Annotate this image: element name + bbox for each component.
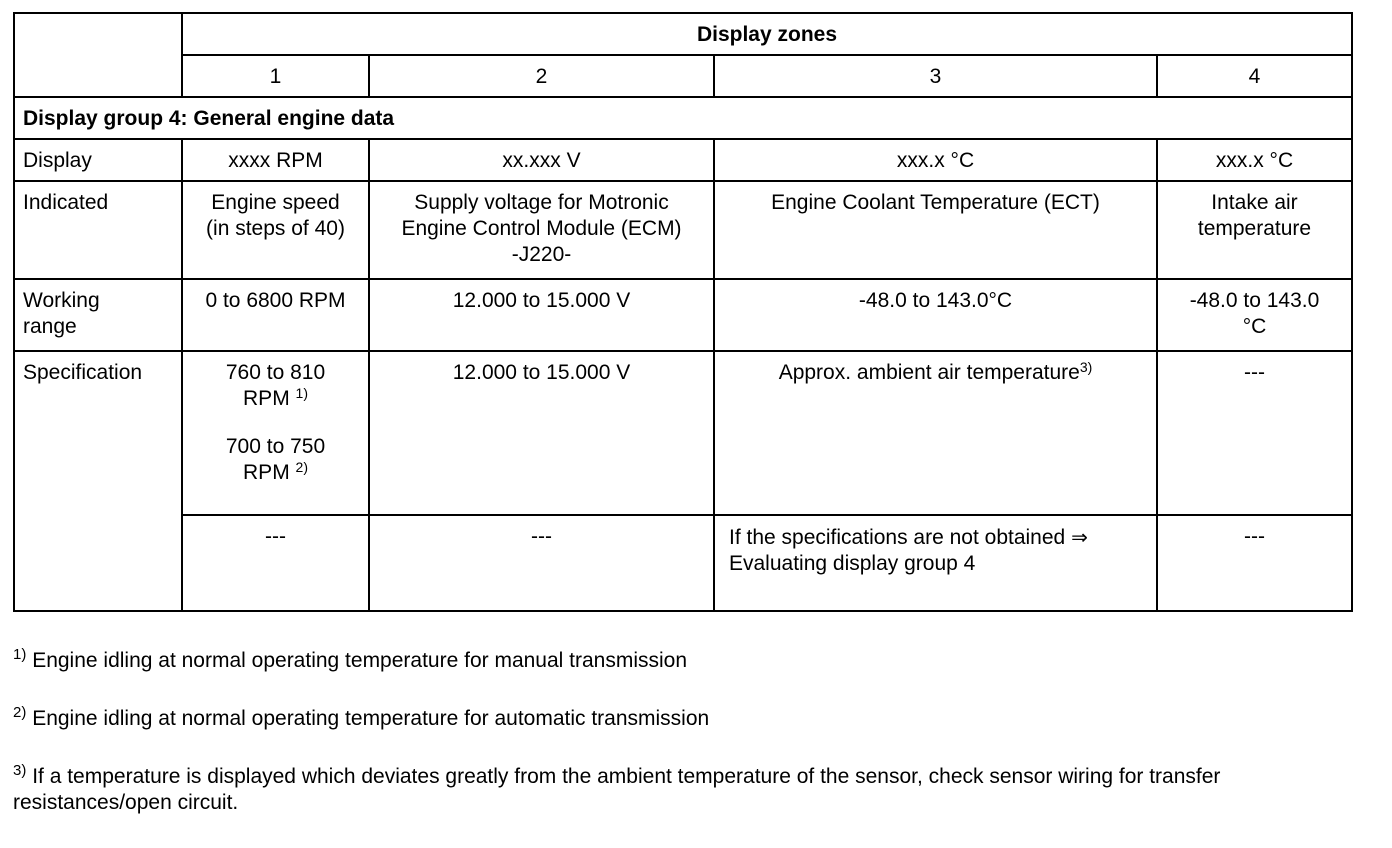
display-zone-2: xx.xxx V bbox=[369, 139, 714, 181]
specification-zone-1 bbox=[182, 351, 369, 515]
spec-manual-line-1: 760 to 810 bbox=[225, 361, 326, 384]
display-zone-4: xxx.x °C bbox=[1157, 139, 1352, 181]
footnote-2-text: Engine idling at normal operating temperature for automatic transmission bbox=[32, 707, 710, 730]
indicated-zone-1-line-2: (in steps of 40) bbox=[206, 217, 345, 240]
footnote-1-mark: 1) bbox=[13, 646, 27, 663]
indicated-label: Indicated bbox=[14, 181, 182, 279]
indicated-zone-4 bbox=[1157, 181, 1352, 279]
specification-row bbox=[14, 351, 1352, 515]
working-range-zone-4-line-2: °C bbox=[1242, 315, 1267, 338]
indicated-zone-4-line-2: temperature bbox=[1197, 217, 1312, 240]
working-range-label-line-1: Working bbox=[23, 289, 100, 312]
display-group-table bbox=[13, 12, 1353, 612]
footnote-1-text: Engine idling at normal operating temperature for manual transmission bbox=[32, 649, 688, 672]
zone-number-1: 1 bbox=[182, 55, 369, 97]
working-range-label bbox=[14, 279, 182, 351]
header-empty-cell bbox=[14, 13, 182, 97]
indicated-zone-1-line-1: Engine speed bbox=[211, 191, 340, 214]
working-range-zone-1: 0 to 6800 RPM bbox=[182, 279, 369, 351]
specification-extra-row bbox=[14, 515, 1352, 611]
zone-number-4: 4 bbox=[1157, 55, 1352, 97]
spec-extra-zone-1: --- bbox=[182, 515, 369, 611]
spec-automatic-line-1: 700 to 750 bbox=[225, 435, 326, 458]
spec-zone-3-footnote-mark: 3) bbox=[1079, 359, 1093, 375]
working-range-zone-4 bbox=[1157, 279, 1352, 351]
display-row bbox=[14, 139, 1352, 181]
display-zone-1: xxxx RPM bbox=[182, 139, 369, 181]
footnote-1 bbox=[13, 648, 1343, 674]
zone-number-2: 2 bbox=[369, 55, 714, 97]
spec-zone-3-text: Approx. ambient air temperature bbox=[778, 361, 1080, 384]
indicated-zone-2-line-2: Engine Control Module (ECM) bbox=[401, 217, 682, 240]
header-row-zone-numbers bbox=[14, 55, 1352, 97]
spec-extra-zone-4: --- bbox=[1157, 515, 1352, 611]
right-double-arrow-icon: ⇒ bbox=[1071, 525, 1088, 549]
display-zones-title: Display zones bbox=[182, 13, 1352, 55]
working-range-zone-3: -48.0 to 143.0°C bbox=[714, 279, 1157, 351]
indicated-row bbox=[14, 181, 1352, 279]
footnote-2 bbox=[13, 706, 1343, 732]
working-range-row bbox=[14, 279, 1352, 351]
indicated-zone-2 bbox=[369, 181, 714, 279]
specification-zone-3 bbox=[714, 351, 1157, 515]
spec-manual-line-2: RPM bbox=[243, 387, 290, 410]
header-row-zones bbox=[14, 13, 1352, 55]
indicated-zone-3: Engine Coolant Temperature (ECT) bbox=[714, 181, 1157, 279]
specification-label: Specification bbox=[14, 351, 182, 611]
spec-extra-zone-3 bbox=[714, 515, 1157, 611]
spec-automatic-line-2: RPM bbox=[243, 461, 290, 484]
footnotes bbox=[13, 648, 1343, 848]
indicated-zone-4-line-1: Intake air bbox=[1211, 191, 1298, 214]
spec-extra-line-1: If the specifications are not obtained bbox=[729, 526, 1066, 549]
specification-zone-4: --- bbox=[1157, 351, 1352, 515]
spec-manual-footnote-mark: 1) bbox=[295, 385, 308, 401]
working-range-zone-2: 12.000 to 15.000 V bbox=[369, 279, 714, 351]
display-zone-3: xxx.x °C bbox=[714, 139, 1157, 181]
display-group-title: Display group 4: General engine data bbox=[14, 97, 1352, 139]
spec-extra-zone-2: --- bbox=[369, 515, 714, 611]
indicated-zone-2-line-3: -J220- bbox=[511, 243, 572, 266]
group-title-row bbox=[14, 97, 1352, 139]
specification-zone-2: 12.000 to 15.000 V bbox=[369, 351, 714, 515]
footnote-3 bbox=[13, 764, 1343, 816]
footnote-2-mark: 2) bbox=[13, 704, 27, 721]
display-label: Display bbox=[14, 139, 182, 181]
footnote-3-text: If a temperature is displayed which deviates greatly from the ambient temperature of the sensor, check sensor wiring for transfer resistances/open circuit. bbox=[13, 765, 1221, 814]
footnote-3-mark: 3) bbox=[13, 762, 27, 779]
spec-automatic-footnote-mark: 2) bbox=[295, 459, 308, 475]
spec-extra-line-2: Evaluating display group 4 bbox=[729, 552, 976, 575]
working-range-label-line-2: range bbox=[23, 315, 77, 338]
indicated-zone-1 bbox=[182, 181, 369, 279]
working-range-zone-4-line-1: -48.0 to 143.0 bbox=[1189, 289, 1320, 312]
zone-number-3: 3 bbox=[714, 55, 1157, 97]
indicated-zone-2-line-1: Supply voltage for Motronic bbox=[414, 191, 669, 214]
